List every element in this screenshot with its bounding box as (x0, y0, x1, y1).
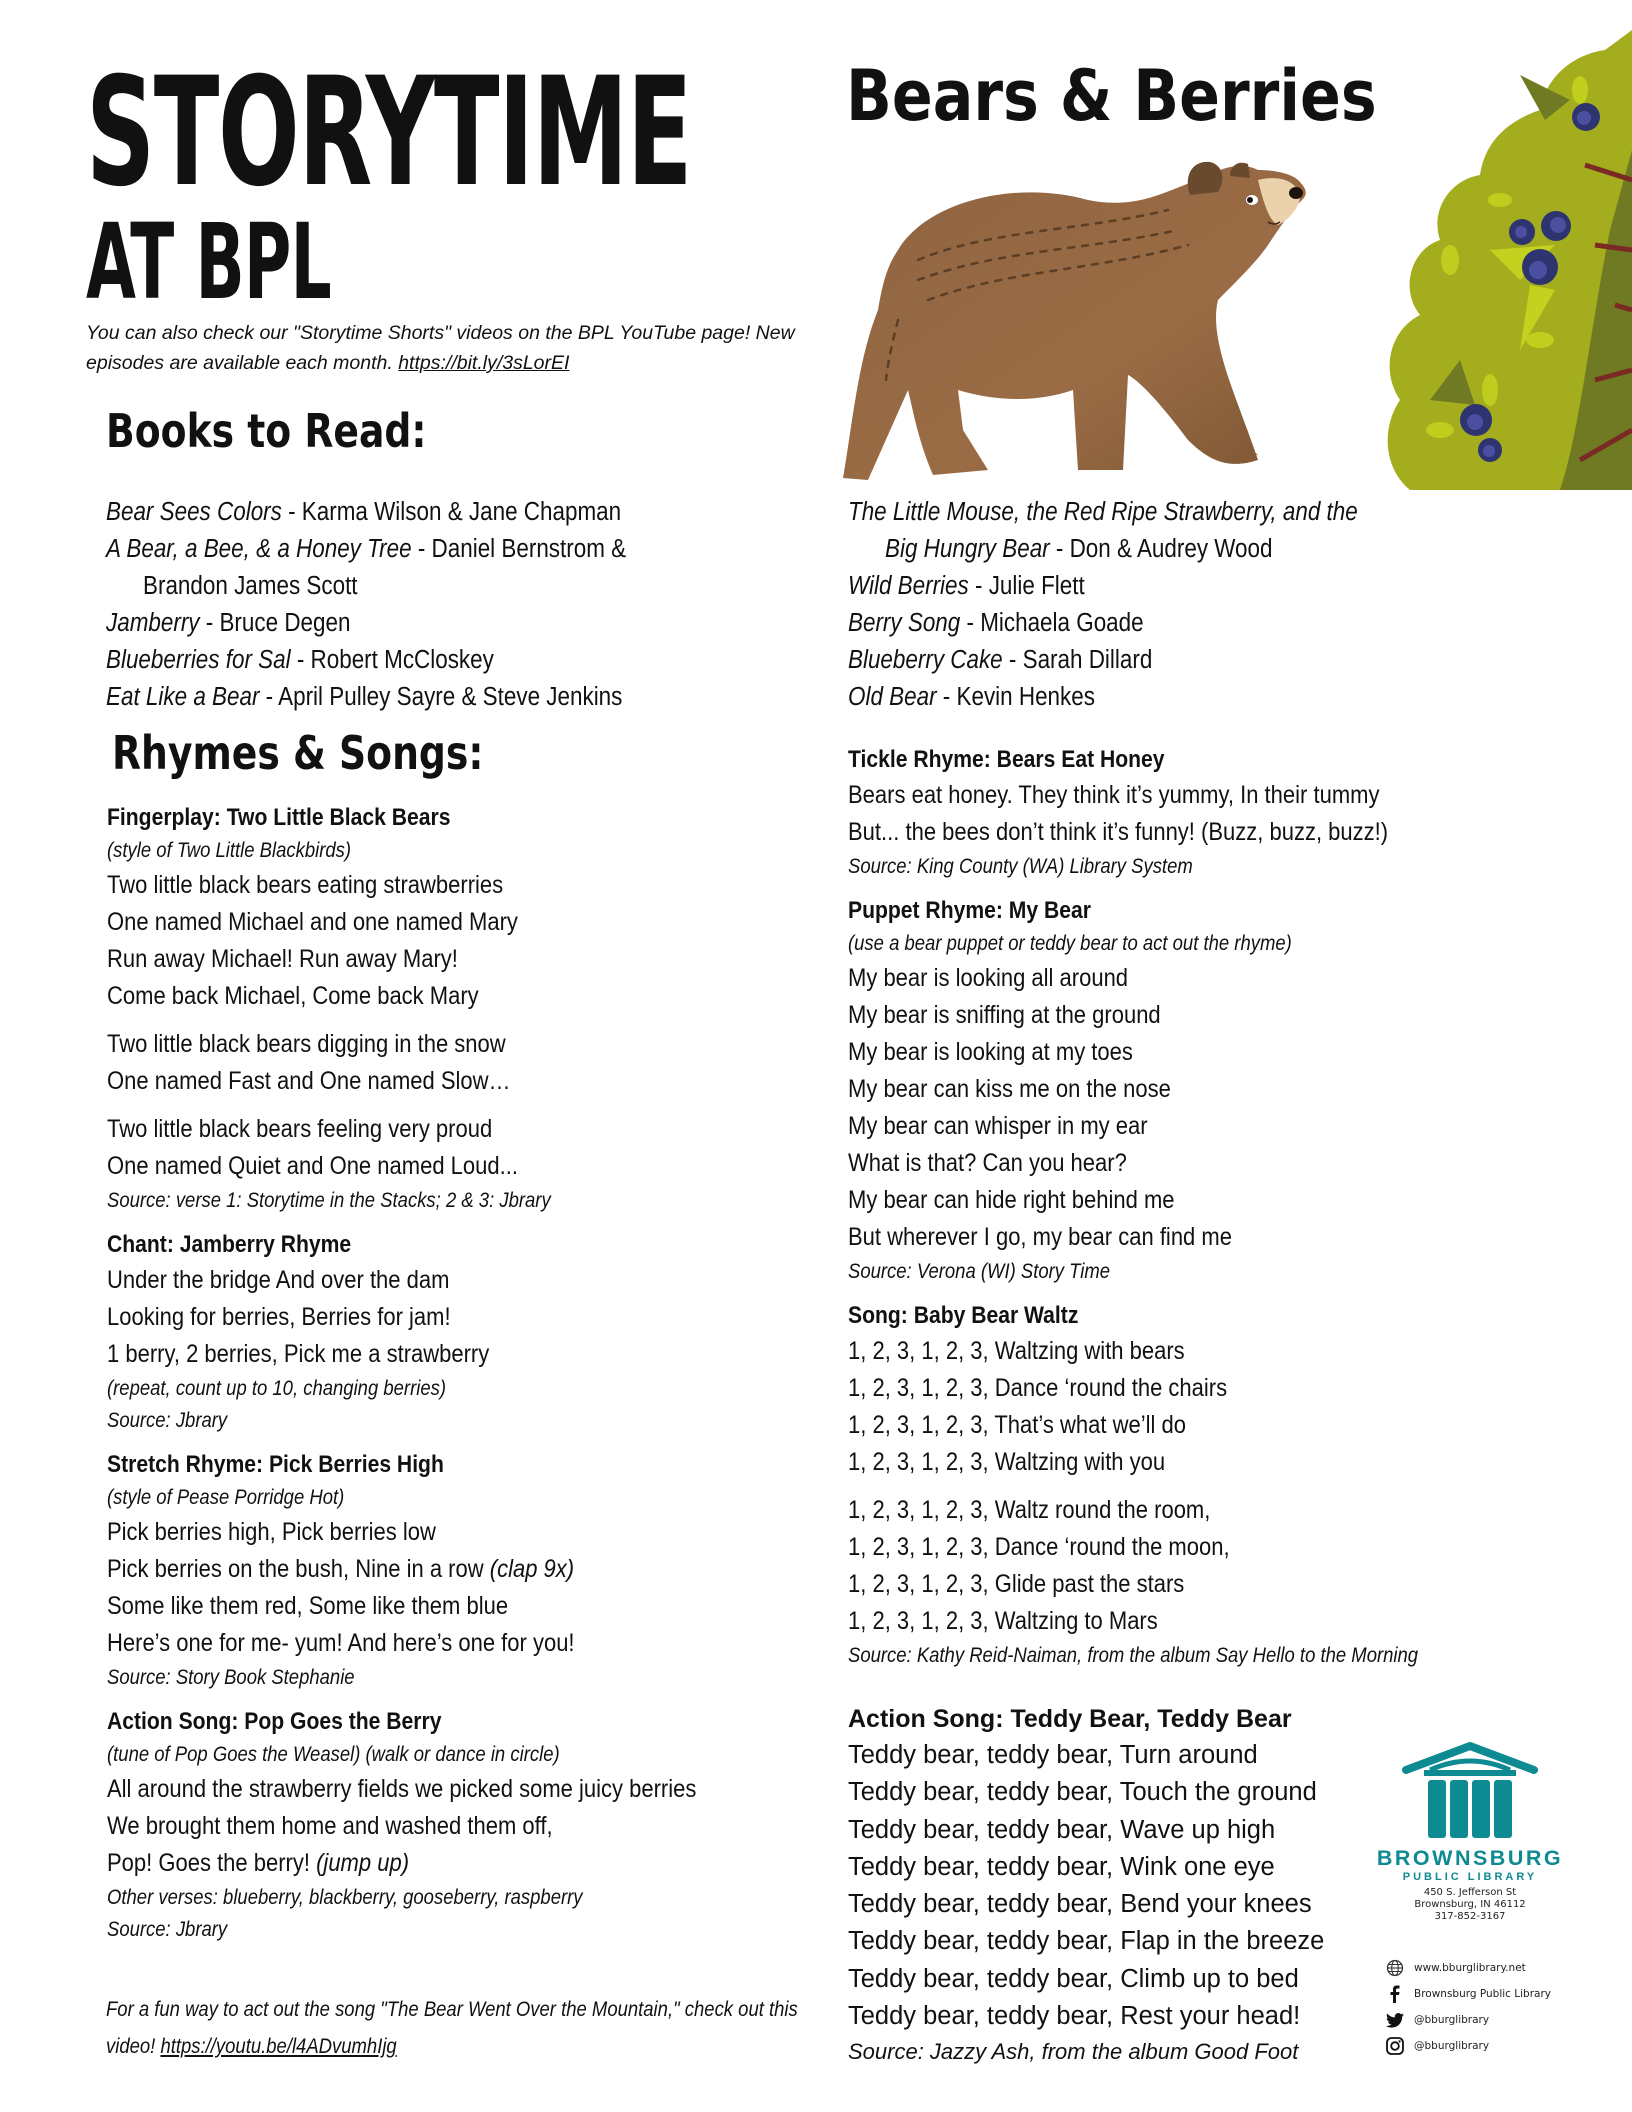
intro-body: You can also check our "Storytime Shorts" videos on the BPL YouTube page! New episodes are available each month. (86, 322, 795, 374)
rhyme-line: Pick berries high, Pick berries low (107, 1518, 436, 1546)
rhyme-line: 1, 2, 3, 1, 2, 3, Dance ‘round the moon, (848, 1533, 1230, 1561)
rhyme-source: Source: Kathy Reid-Naiman, from the album Say Hello to the Morning (848, 1644, 1419, 1667)
rhyme-line: My bear can hide right behind me (848, 1186, 1175, 1214)
rhyme-line: 1, 2, 3, 1, 2, 3, Waltzing with you (848, 1448, 1166, 1476)
twitter-icon (1384, 2009, 1406, 2031)
rhymes-heading: Rhymes & Songs: (112, 726, 484, 780)
book-item (106, 494, 806, 531)
rhyme-source: Source: Jbrary (107, 1409, 228, 1432)
library-name: BROWNSBURG (1376, 1846, 1564, 1870)
rhyme-line: Pop! Goes the berry! (107, 1849, 317, 1877)
book-author: - Michaela Goade (960, 609, 1144, 637)
rhyme-line: 1, 2, 3, 1, 2, 3, Waltzing with bears (848, 1337, 1185, 1365)
youtube-video-link[interactable]: https://youtu.be/l4ADvumhIjg (160, 2035, 397, 2058)
rhyme-line: But wherever I go, my bear can find me (848, 1223, 1232, 1251)
rhyme-line: 1, 2, 3, 1, 2, 3, That’s what we’ll do (848, 1411, 1186, 1439)
rhyme-jamberry (107, 1228, 827, 1437)
library-subname: PUBLIC LIBRARY (1402, 1871, 1538, 1883)
book-title: Big Hungry Bear (885, 535, 1050, 563)
library-logo-block (1360, 1740, 1580, 1923)
book-title: The Little Mouse, the Red Ripe Strawberry, and the (848, 498, 1358, 526)
rhyme-title: Stretch Rhyme: Pick Berries High (107, 1451, 444, 1478)
book-title: Blueberries for Sal (106, 646, 291, 674)
facebook-icon (1384, 1983, 1406, 2005)
rhyme-source: Source: Jazzy Ash, from the album Good Foot (848, 2039, 1299, 2065)
rhyme-line: Two little black bears digging in the snow (107, 1030, 506, 1058)
book-title: Eat Like a Bear (106, 683, 260, 711)
intro-text (86, 318, 806, 378)
rhymes-right-column (848, 743, 1608, 1672)
rhyme-line: Teddy bear, teddy bear, Climb up to bed (848, 1964, 1299, 1993)
rhyme-title: Puppet Rhyme: My Bear (848, 897, 1091, 924)
rhyme-line: My bear is sniffing at the ground (848, 1001, 1161, 1029)
book-author: - Kevin Henkes (936, 683, 1095, 711)
rhymes-left-column (107, 801, 827, 1946)
page-title-storytime: STORYTIME (86, 46, 692, 220)
library-phone: 317-852-3167 (1434, 1911, 1506, 1922)
rhyme-note: (use a bear puppet or teddy bear to act out the rhyme) (848, 932, 1292, 955)
footer-note-text: For a fun way to act out the song "The Bear Went Over the Mountain," check out this video! (106, 1998, 798, 2058)
rhyme-fingerplay (107, 801, 827, 1217)
book-title: A Bear, a Bee, & a Honey Tree (106, 535, 412, 563)
book-item (106, 679, 806, 716)
book-item (106, 642, 806, 679)
contact-label: @bburglibrary (1414, 2014, 1490, 2026)
rhyme-line: 1, 2, 3, 1, 2, 3, Glide past the stars (848, 1570, 1185, 1598)
contact-label: Brownsburg Public Library (1414, 1988, 1552, 2000)
library-address-line2: Brownsburg, IN 46112 (1414, 1899, 1526, 1910)
rhyme-line: My bear can whisper in my ear (848, 1112, 1148, 1140)
rhyme-line: Some like them red, Some like them blue (107, 1592, 509, 1620)
library-contacts (1384, 1955, 1551, 2059)
rhyme-line: 1 berry, 2 berries, Pick me a strawberry (107, 1340, 490, 1368)
rhyme-stretch (107, 1448, 827, 1694)
globe-icon (1384, 1957, 1406, 1979)
rhyme-title: Song: Baby Bear Waltz (848, 1302, 1079, 1329)
contact-instagram[interactable] (1384, 2033, 1551, 2059)
rhyme-note: (repeat, count up to 10, changing berries) (107, 1377, 447, 1400)
book-author: - Bruce Degen (199, 609, 351, 637)
rhyme-line: Looking for berries, Berries for jam! (107, 1303, 451, 1331)
book-title: Bear Sees Colors (106, 498, 282, 526)
contact-twitter[interactable] (1384, 2007, 1551, 2033)
rhyme-line: Teddy bear, teddy bear, Touch the ground (848, 1778, 1317, 1807)
books-heading: Books to Read: (106, 404, 427, 458)
library-address-line1: 450 S. Jefferson St (1423, 1887, 1517, 1898)
contact-facebook[interactable] (1384, 1981, 1551, 2007)
book-author: - Robert McCloskey (290, 646, 494, 674)
blueberry-bush-illustration (1380, 30, 1632, 490)
rhyme-line: Here’s one for me- yum! And here’s one for you! (107, 1629, 575, 1657)
rhyme-waltz (848, 1299, 1608, 1672)
book-title: Berry Song (848, 609, 961, 637)
rhyme-line: Two little black bears feeling very proud (107, 1115, 493, 1143)
book-author: - April Pulley Sayre & Steve Jenkins (259, 683, 623, 711)
rhyme-line: Teddy bear, teddy bear, Turn around (848, 1741, 1258, 1769)
rhyme-line: 1, 2, 3, 1, 2, 3, Dance ‘round the chairs (848, 1374, 1228, 1402)
page-title-at-bpl: AT BPL (86, 201, 332, 323)
bear-illustration (838, 140, 1398, 485)
contact-website[interactable] (1384, 1955, 1551, 1981)
book-item (848, 642, 1548, 679)
rhyme-line: Teddy bear, teddy bear, Rest your head! (848, 2002, 1301, 2031)
book-author: - Julie Flett (968, 572, 1085, 600)
book-author: - Daniel Bernstrom & (411, 535, 627, 563)
rhyme-line: One named Fast and One named Slow… (107, 1067, 511, 1095)
rhyme-line: 1, 2, 3, 1, 2, 3, Waltzing to Mars (848, 1607, 1158, 1635)
book-title: Jamberry (106, 609, 200, 637)
rhyme-source: Source: Jbrary (107, 1918, 228, 1941)
book-title: Old Bear (848, 683, 937, 711)
rhyme-line: Teddy bear, teddy bear, Bend your knees (848, 1890, 1312, 1919)
book-item (106, 605, 806, 642)
rhyme-line: Bears eat honey. They think it’s yummy, In their tummy (848, 781, 1380, 809)
youtube-shorts-link[interactable]: https://bit.ly/3sLorEI (398, 352, 570, 374)
book-item (848, 568, 1548, 605)
rhyme-line: My bear is looking all around (848, 964, 1129, 992)
rhyme-title: Fingerplay: Two Little Black Bears (107, 804, 451, 831)
rhyme-teddy-bear (848, 1701, 1368, 2069)
rhyme-pop (107, 1705, 827, 1946)
book-item-continuation: Brandon James Scott (143, 572, 358, 600)
rhyme-line: Pick berries on the bush, Nine in a row (107, 1555, 490, 1583)
book-title: Wild Berries (848, 572, 969, 600)
book-item (848, 605, 1548, 642)
rhyme-line: Teddy bear, teddy bear, Flap in the breeze (848, 1927, 1325, 1956)
theme-title: Bears & Berries (846, 55, 1377, 137)
book-item (848, 494, 1548, 531)
rhyme-line: Come back Michael, Come back Mary (107, 982, 479, 1010)
footer-note (106, 1991, 826, 2065)
rhyme-line: Under the bridge And over the dam (107, 1266, 450, 1294)
book-item-continuation (848, 531, 1548, 568)
rhyme-line: Two little black bears eating strawberries (107, 871, 504, 899)
rhyme-line: Teddy bear, teddy bear, Wave up high (848, 1815, 1276, 1844)
rhyme-line: Run away Michael! Run away Mary! (107, 945, 458, 973)
rhyme-line: What is that? Can you hear? (848, 1149, 1127, 1177)
rhyme-note: (style of Two Little Blackbirds) (107, 839, 352, 862)
rhyme-action: (clap 9x) (489, 1555, 575, 1583)
contact-label: www.bburglibrary.net (1414, 1962, 1526, 1974)
rhyme-line: 1, 2, 3, 1, 2, 3, Waltz round the room, (848, 1496, 1211, 1524)
book-author: - Karma Wilson & Jane Chapman (281, 498, 622, 526)
rhyme-line: My bear can kiss me on the nose (848, 1075, 1171, 1103)
rhyme-other-verses: Other verses: blueberry, blackberry, gooseberry, raspberry (107, 1886, 583, 1909)
rhyme-title: Chant: Jamberry Rhyme (107, 1231, 352, 1258)
library-logo-icon (1360, 1740, 1580, 1840)
rhyme-action: (jump up) (316, 1849, 410, 1877)
instagram-icon (1384, 2035, 1406, 2057)
rhyme-honey (848, 743, 1608, 883)
rhyme-line: Teddy bear, teddy bear, Wink one eye (848, 1852, 1275, 1881)
rhyme-line: We brought them home and washed them off, (107, 1812, 553, 1840)
rhyme-line: All around the strawberry fields we picked some juicy berries (107, 1775, 697, 1803)
rhyme-title: Action Song: Teddy Bear, Teddy Bear (848, 1705, 1292, 1733)
book-item (106, 531, 806, 568)
book-list-left (106, 494, 806, 716)
rhyme-title: Action Song: Pop Goes the Berry (107, 1708, 442, 1735)
rhyme-source: Source: King County (WA) Library System (848, 855, 1193, 878)
rhyme-line: My bear is looking at my toes (848, 1038, 1133, 1066)
rhyme-line: One named Quiet and One named Loud... (107, 1152, 518, 1180)
rhyme-source: Source: Story Book Stephanie (107, 1666, 355, 1689)
book-author: - Sarah Dillard (1002, 646, 1153, 674)
rhyme-note: (style of Pease Porridge Hot) (107, 1486, 345, 1509)
book-author: - Don & Audrey Wood (1049, 535, 1273, 563)
contact-label: @bburglibrary (1414, 2040, 1490, 2052)
book-title: Blueberry Cake (848, 646, 1003, 674)
rhyme-line: One named Michael and one named Mary (107, 908, 518, 936)
rhyme-note: (tune of Pop Goes the Weasel) (walk or dance in circle) (107, 1743, 560, 1766)
rhyme-line: But... the bees don’t think it’s funny! (Buzz, buzz, buzz!) (848, 818, 1389, 846)
rhyme-source: Source: verse 1: Storytime in the Stacks; 2 & 3: Jbrary (107, 1189, 551, 1212)
rhyme-title: Tickle Rhyme: Bears Eat Honey (848, 746, 1165, 773)
rhyme-my-bear (848, 894, 1608, 1288)
rhyme-source: Source: Verona (WI) Story Time (848, 1260, 1111, 1283)
book-list-right (848, 494, 1548, 716)
book-item (848, 679, 1548, 716)
